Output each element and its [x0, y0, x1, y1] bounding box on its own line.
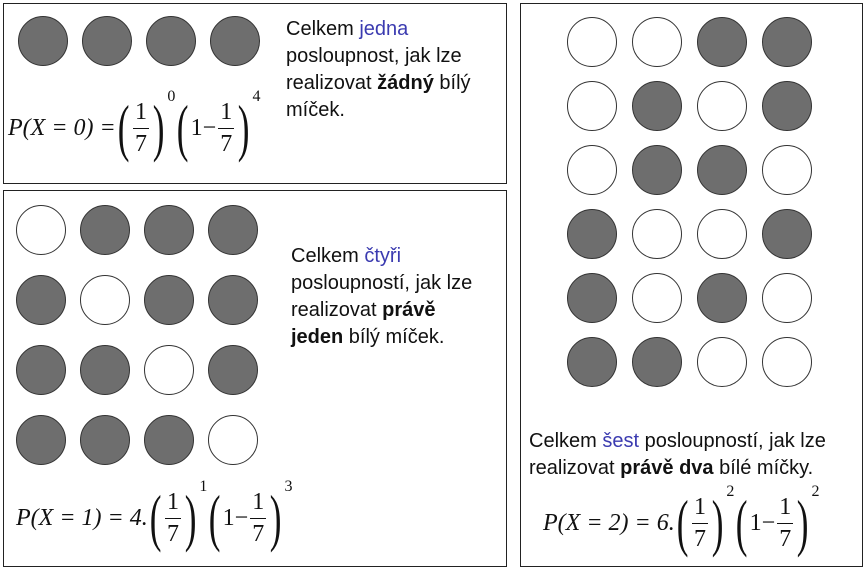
grey-ball — [144, 275, 194, 325]
grey-ball — [567, 337, 617, 387]
white-ball — [697, 81, 747, 131]
grey-ball — [762, 209, 812, 259]
white-ball — [632, 17, 682, 67]
probability-formula: P(X = 1) = 4. ( $\frac{1}{7}$ ) 1 ( 1− $\frac{1}{7}$ ) 3 — [16, 478, 293, 553]
grey-ball — [762, 17, 812, 67]
white-ball — [567, 81, 617, 131]
panel-two-white — [520, 3, 863, 567]
white-ball — [632, 209, 682, 259]
grey-ball — [697, 17, 747, 67]
grey-ball — [80, 415, 130, 465]
grey-ball — [18, 16, 68, 66]
white-ball — [697, 209, 747, 259]
grey-ball — [16, 415, 66, 465]
description: Celkem šest posloupností, jak lze realizovat právě dva bílé míčky. — [529, 430, 826, 479]
probability-formula: P(X = 2) = 6. ( $\frac{1}{7}$ ) 2 ( 1− $\frac{1}{7}$ ) 2 — [543, 483, 820, 558]
white-ball — [567, 145, 617, 195]
grey-ball — [697, 145, 747, 195]
description: Celkem jedna posloupnost, jak lze realizovat žádný bílý míček. — [286, 18, 471, 121]
grey-ball — [82, 16, 132, 66]
grey-ball — [567, 273, 617, 323]
grey-ball — [697, 273, 747, 323]
panel-one-white — [3, 190, 507, 567]
white-ball — [16, 205, 66, 255]
white-ball — [567, 17, 617, 67]
grey-ball — [144, 415, 194, 465]
white-ball — [144, 345, 194, 395]
grey-ball — [144, 205, 194, 255]
grey-ball — [632, 81, 682, 131]
grey-ball — [16, 275, 66, 325]
grey-ball — [632, 337, 682, 387]
grey-ball — [632, 145, 682, 195]
grey-ball — [146, 16, 196, 66]
grey-ball — [16, 345, 66, 395]
white-ball — [697, 337, 747, 387]
white-ball — [208, 415, 258, 465]
description: Celkem čtyři posloupností, jak lze realizovat právě jeden bílý míček. — [291, 245, 473, 348]
grey-ball — [567, 209, 617, 259]
white-ball — [632, 273, 682, 323]
grey-ball — [208, 275, 258, 325]
white-ball — [80, 275, 130, 325]
white-ball — [762, 273, 812, 323]
grey-ball — [210, 16, 260, 66]
white-ball — [762, 145, 812, 195]
grey-ball — [208, 205, 258, 255]
grey-ball — [208, 345, 258, 395]
grey-ball — [80, 345, 130, 395]
white-ball — [762, 337, 812, 387]
grey-ball — [762, 81, 812, 131]
probability-formula: P(X = 0) = ( $\frac{1}{7}$ ) 0 ( 1− $\frac{1}{7}$ ) 4 — [8, 88, 261, 163]
grey-ball — [80, 205, 130, 255]
panel-zero-white — [3, 3, 507, 184]
